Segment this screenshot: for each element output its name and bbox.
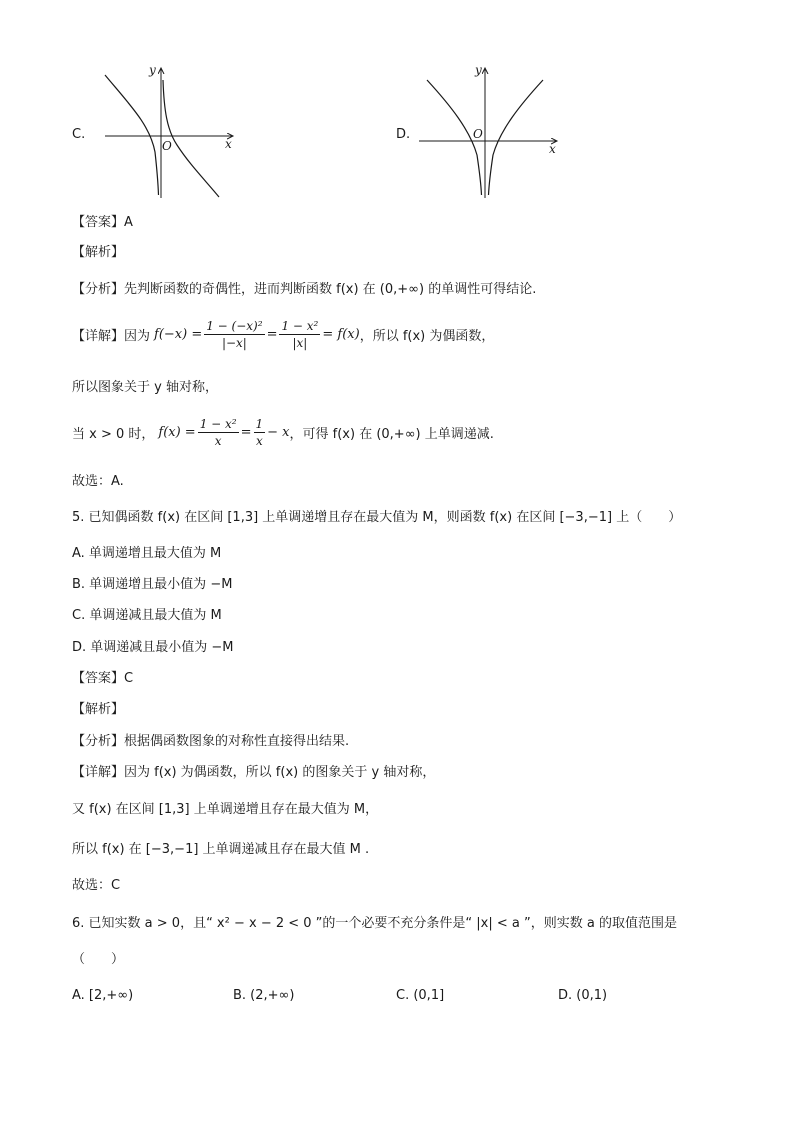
q5-xiangjie: 【详解】因为 f(x) 为偶函数，所以 f(x) 的图象关于 y 轴对称， (72, 765, 436, 780)
formula-eq-fx: = f(x) (322, 327, 360, 342)
q4-xiangjie (72, 318, 494, 351)
q5-option-b: B. 单调递增且最小值为 −M (72, 577, 233, 592)
q4-xiangjie-suffix: ，所以 f(x) 为偶函数， (359, 329, 495, 344)
q4-choose: 故选：A. (72, 474, 124, 489)
q6-stem: 6. 已知实数 a > 0，且“ x² − x − 2 < 0 ”的一个必要不充分条件是“ |x| < a ”，则实数 a 的取值范围是 (72, 916, 677, 931)
origin-label: O (473, 127, 483, 141)
q6-option-a: A. [2,+∞) (72, 988, 134, 1003)
q6-option-c: C. (0,1] (396, 988, 445, 1003)
q6-option-d: D. (0,1) (558, 988, 608, 1003)
q4-when (72, 416, 494, 449)
graph-d (415, 60, 565, 205)
fraction-3 (198, 416, 239, 449)
equals-sign: = (266, 327, 278, 342)
fraction-2-num: 1 − x² (281, 319, 319, 333)
fraction-4-num: 1 (255, 417, 264, 431)
formula-f-neg-x: f(−x) = (154, 327, 203, 342)
fraction-2-den: |x| (292, 336, 308, 350)
fraction-2 (279, 318, 320, 351)
fraction-3-num: 1 − x² (199, 417, 237, 431)
q4-when-suffix: ，可得 f(x) 在 (0,+∞) 上单调递减. (289, 427, 494, 442)
q4-answer: 【答案】A (72, 215, 133, 230)
fraction-1 (204, 318, 264, 351)
q5-fenxi: 【分析】根据偶函数图象的对称性直接得出结果. (72, 734, 350, 749)
curve-right (489, 80, 544, 195)
formula-fx-eq: f(x) = (158, 425, 196, 440)
option-c-label: C. (72, 127, 86, 142)
axis-label-x: x (549, 142, 556, 156)
q5-option-c: C. 单调递减且最大值为 M (72, 608, 222, 623)
formula-minus-x: − x (267, 425, 290, 440)
graph-c (95, 60, 245, 205)
origin-label: O (162, 139, 172, 153)
q4-fenxi: 【分析】先判断函数的奇偶性，进而判断函数 f(x) 在 (0,+∞) 的单调性可得结论. (72, 282, 537, 297)
q5-line2: 又 f(x) 在区间 [1,3] 上单调递增且存在最大值为 M， (72, 802, 379, 817)
q5-stem: 5. 已知偶函数 f(x) 在区间 [1,3] 上单调递增且存在最大值为 M，则函数 f(x) 在区间 [−3,−1] 上（ ） (72, 510, 682, 525)
q4-when-prefix: 当 x > 0 时， (72, 427, 155, 442)
q5-answer: 【答案】C (72, 671, 134, 686)
axis-label-x: x (225, 137, 232, 151)
q5-option-d: D. 单调递减且最小值为 −M (72, 640, 234, 655)
q5-analysis-title: 【解析】 (72, 702, 125, 717)
option-d-label: D. (396, 127, 411, 142)
axis-label-y: y (149, 63, 156, 77)
q5-choose: 故选：C (72, 878, 121, 893)
equals-sign-2: = (240, 425, 252, 440)
fraction-1-den: |−x| (221, 336, 247, 350)
q6-paren: （ ） (72, 952, 125, 967)
q5-line3: 所以 f(x) 在 [−3,−1] 上单调递减且存在最大值 M . (72, 842, 370, 857)
fraction-3-den: x (214, 434, 222, 448)
fraction-4 (254, 416, 266, 449)
q6-option-b: B. (2,+∞) (233, 988, 295, 1003)
q4-analysis-title: 【解析】 (72, 245, 125, 260)
axis-label-y: y (475, 63, 482, 77)
q5-option-a: A. 单调递增且最大值为 M (72, 546, 222, 561)
fraction-4-den: x (255, 434, 263, 448)
fraction-1-num: 1 − (−x)² (206, 319, 263, 333)
q4-symmetry: 所以图象关于 y 轴对称， (72, 380, 218, 395)
q4-xiangjie-prefix: 【详解】因为 (72, 329, 151, 344)
curve-left (105, 75, 159, 195)
